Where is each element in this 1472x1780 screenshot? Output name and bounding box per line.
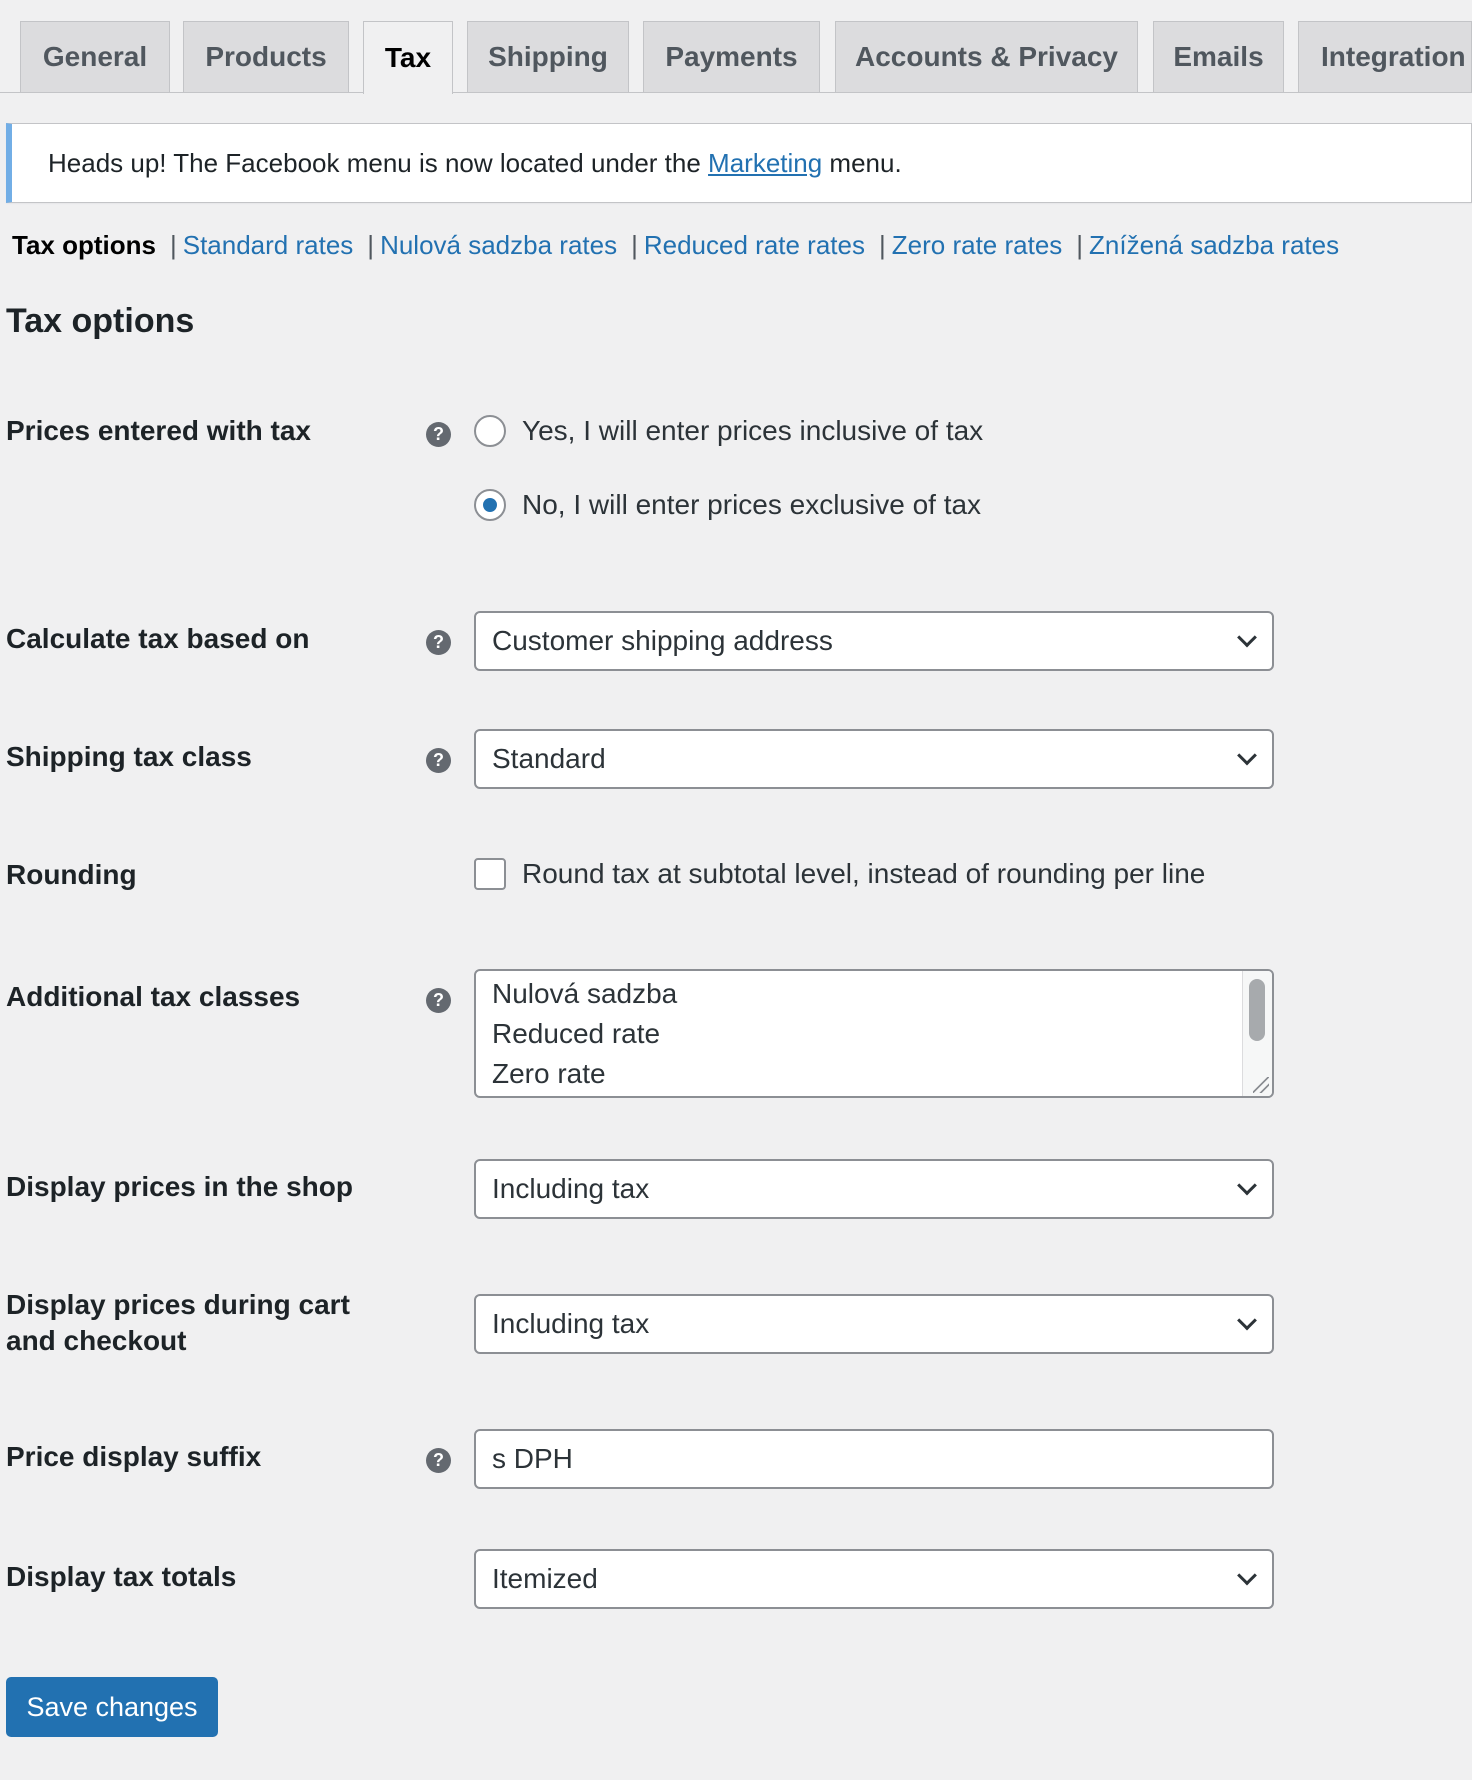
additional-classes-label: Additional tax classes (6, 981, 301, 1012)
tab-general[interactable]: General (20, 21, 170, 92)
shipping-class-value: Standard (492, 743, 606, 774)
display-cart-label-line2: and checkout (6, 1325, 187, 1356)
display-totals-value: Itemized (492, 1563, 598, 1594)
additional-class-line: Zero rate (492, 1058, 606, 1089)
price-suffix-label: Price display suffix (6, 1441, 262, 1472)
additional-classes-textarea[interactable] (474, 969, 1274, 1098)
tab-accounts-privacy[interactable]: Accounts & Privacy (835, 21, 1138, 92)
rounding-label: Rounding (6, 859, 137, 890)
subnav-standard-rates[interactable]: Standard rates (182, 229, 354, 260)
chevron-down-icon (1237, 1566, 1257, 1586)
display-shop-label: Display prices in the shop (6, 1171, 353, 1202)
prices-inclusive-label: Yes, I will enter prices inclusive of tax (522, 415, 984, 446)
display-cart-label (6, 1287, 350, 1359)
prices-inclusive-option[interactable] (474, 415, 983, 447)
subnav-separator: | (1076, 229, 1084, 260)
chevron-down-icon (1237, 746, 1257, 766)
prices-entered-label: Prices entered with tax (6, 415, 312, 446)
scrollbar-thumb[interactable] (1249, 979, 1265, 1041)
subnav-nulova-sadzba-rates[interactable]: Nulová sadzba rates (380, 229, 618, 260)
calc-based-on-value: Customer shipping address (492, 625, 833, 656)
subnav-tax-options: Tax options (12, 229, 156, 260)
facebook-notice (6, 123, 1472, 203)
subnav-reduced-rate-rates[interactable]: Reduced rate rates (643, 229, 865, 260)
display-cart-value: Including tax (492, 1308, 650, 1339)
help-icon[interactable]: ? (426, 630, 451, 655)
help-icon[interactable]: ? (426, 422, 451, 447)
prices-exclusive-label: No, I will enter prices exclusive of tax (522, 489, 982, 520)
additional-class-line: Nulová sadzba (492, 978, 678, 1009)
tab-products[interactable]: Products (183, 21, 349, 92)
tab-integration[interactable]: Integration (1298, 21, 1472, 92)
tax-subnav (12, 228, 1339, 262)
price-suffix-input[interactable] (474, 1429, 1274, 1489)
subnav-separator: | (367, 229, 375, 260)
subnav-znizena-sadzba-rates[interactable]: Znížená sadzba rates (1089, 229, 1340, 260)
shipping-class-select[interactable] (474, 729, 1274, 789)
notice-text-after: menu. (822, 147, 902, 178)
rounding-checkbox[interactable] (474, 858, 506, 890)
display-cart-label-line1: Display prices during cart (6, 1289, 350, 1320)
additional-class-line: Reduced rate (492, 1018, 661, 1049)
tab-tax[interactable]: Tax (363, 21, 453, 94)
prices-exclusive-option[interactable] (474, 489, 981, 521)
page-title: Tax options (6, 302, 195, 340)
prices-exclusive-radio[interactable] (474, 489, 506, 521)
settings-tabs (0, 0, 1472, 93)
chevron-down-icon (1237, 628, 1257, 648)
subnav-separator: | (631, 229, 638, 260)
subnav-separator: | (169, 229, 177, 260)
tab-shipping[interactable]: Shipping (467, 21, 629, 92)
marketing-link[interactable]: Marketing (708, 147, 823, 178)
help-icon[interactable]: ? (426, 748, 451, 773)
display-totals-select[interactable] (474, 1549, 1274, 1609)
chevron-down-icon (1237, 1311, 1257, 1331)
help-icon[interactable]: ? (426, 1448, 451, 1473)
display-shop-select[interactable] (474, 1159, 1274, 1219)
notice-text-before: Heads up! The Facebook menu is now located under the (48, 147, 709, 178)
prices-inclusive-radio[interactable] (474, 415, 506, 447)
tab-emails[interactable]: Emails (1153, 21, 1284, 92)
calc-based-on-label: Calculate tax based on (6, 623, 310, 654)
subnav-zero-rate-rates[interactable]: Zero rate rates (891, 229, 1063, 260)
tab-payments[interactable]: Payments (643, 21, 820, 92)
help-icon[interactable]: ? (426, 988, 451, 1013)
calc-based-on-select[interactable] (474, 611, 1274, 671)
display-totals-label: Display tax totals (6, 1561, 237, 1592)
resize-handle-icon[interactable] (1253, 1077, 1269, 1093)
rounding-option[interactable] (474, 858, 1205, 890)
chevron-down-icon (1237, 1176, 1257, 1196)
display-shop-value: Including tax (492, 1173, 650, 1204)
display-cart-select[interactable] (474, 1294, 1274, 1354)
subnav-separator: | (879, 229, 886, 260)
rounding-checkbox-label: Round tax at subtotal level, instead of rounding per line (522, 858, 1206, 889)
save-changes-button[interactable]: Save changes (6, 1677, 218, 1737)
shipping-class-label: Shipping tax class (6, 741, 252, 772)
